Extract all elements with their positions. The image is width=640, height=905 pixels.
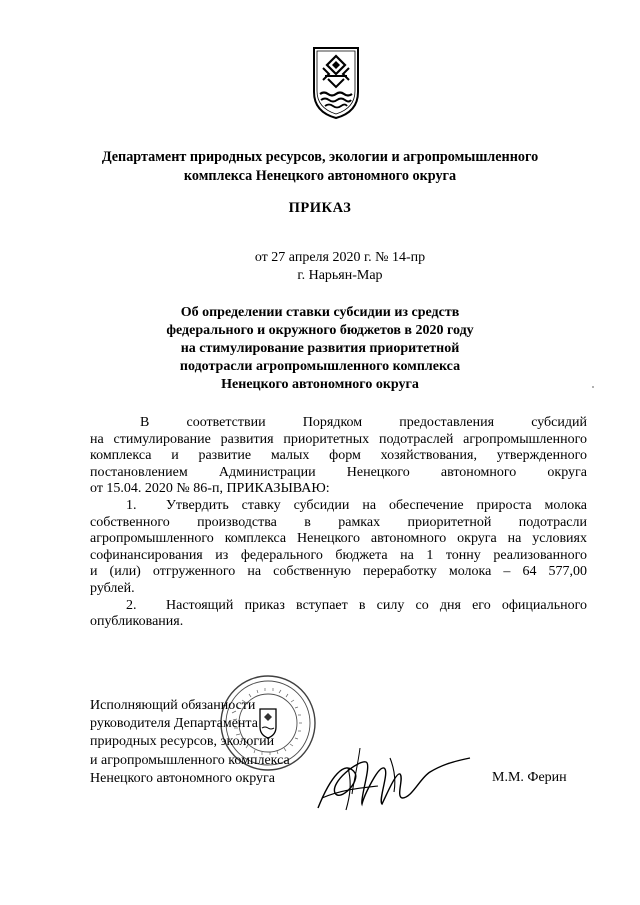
signatory-line: руководителя Департамента — [90, 716, 258, 732]
department-line: комплекса Ненецкого автономного округа — [183, 168, 457, 184]
department-line: Департамент природных ресурсов, экологии и агропромышленного — [101, 149, 539, 165]
text-line: софинансирования из федерального бюджета на 1 тонну реализованного — [90, 547, 587, 563]
text-line: опубликования. — [90, 614, 184, 630]
text-line: постановлением Администрации Ненецкого автономного округа — [90, 464, 587, 480]
item-1 — [90, 498, 587, 598]
signatory-line: Исполняющий обязанности — [90, 698, 256, 713]
item-text: Утвердить ставку субсидии на обеспечение прироста молока — [166, 497, 587, 513]
item-number: 1. — [126, 497, 137, 513]
signatory-line: Ненецкого автономного округа — [90, 770, 275, 786]
department-name — [0, 148, 640, 186]
signatory-name: М.М. Ферин — [492, 770, 567, 785]
item-text: Настоящий приказ вступает в силу со дня его официального — [166, 597, 587, 613]
text-line: на стимулирование развития приоритетных подотраслей агропромышленного — [90, 431, 587, 447]
item-2 — [90, 598, 587, 631]
signatory-line: природных ресурсов, экологии — [90, 734, 275, 750]
text-line: агропромышленного комплекса Ненецкого автономного округа на условиях — [90, 531, 587, 547]
subject-line: федерального и окружного бюджетов в 2020 году — [166, 323, 474, 338]
item-number: 2. — [126, 597, 137, 613]
order-place: г. Нарьян-Мар — [297, 268, 383, 283]
order-subject — [0, 304, 640, 394]
text-line: рублей. — [90, 580, 135, 596]
subject-line: Ненецкого автономного округа — [221, 377, 419, 392]
text-line: комплекса и развитие малых форм хозяйствования, утвержденного — [90, 448, 587, 464]
order-date-number: от 27 апреля 2020 г. № 14-пр — [254, 250, 426, 265]
handwritten-signature-icon — [300, 738, 480, 818]
text-line — [90, 598, 587, 615]
text-line — [90, 498, 587, 515]
signatory-line: и агропромышленного комплекса — [90, 752, 290, 768]
date-and-place — [0, 249, 640, 285]
scan-speck — [592, 386, 594, 388]
text-line: и (или) отгруженного на собственную переработку молока – 64 577,00 — [90, 564, 587, 580]
text-line: В соответствии Порядком предоставления субсидий — [140, 415, 587, 430]
document-type: ПРИКАЗ — [288, 200, 352, 216]
subject-line: Об определении ставки субсидии из средств — [180, 305, 460, 320]
intro-paragraph — [90, 415, 587, 498]
text-line: собственного производства в рамках приоритетной подотрасли — [90, 514, 587, 530]
text-line: от 15.04. 2020 № 86-п, ПРИКАЗЫВАЮ: — [90, 481, 330, 497]
subject-line: подотрасли агропромышленного комплекса — [179, 359, 461, 374]
order-body — [90, 415, 587, 631]
subject-line: на стимулирование развития приоритетной — [180, 341, 460, 356]
coat-of-arms-icon — [311, 46, 361, 120]
